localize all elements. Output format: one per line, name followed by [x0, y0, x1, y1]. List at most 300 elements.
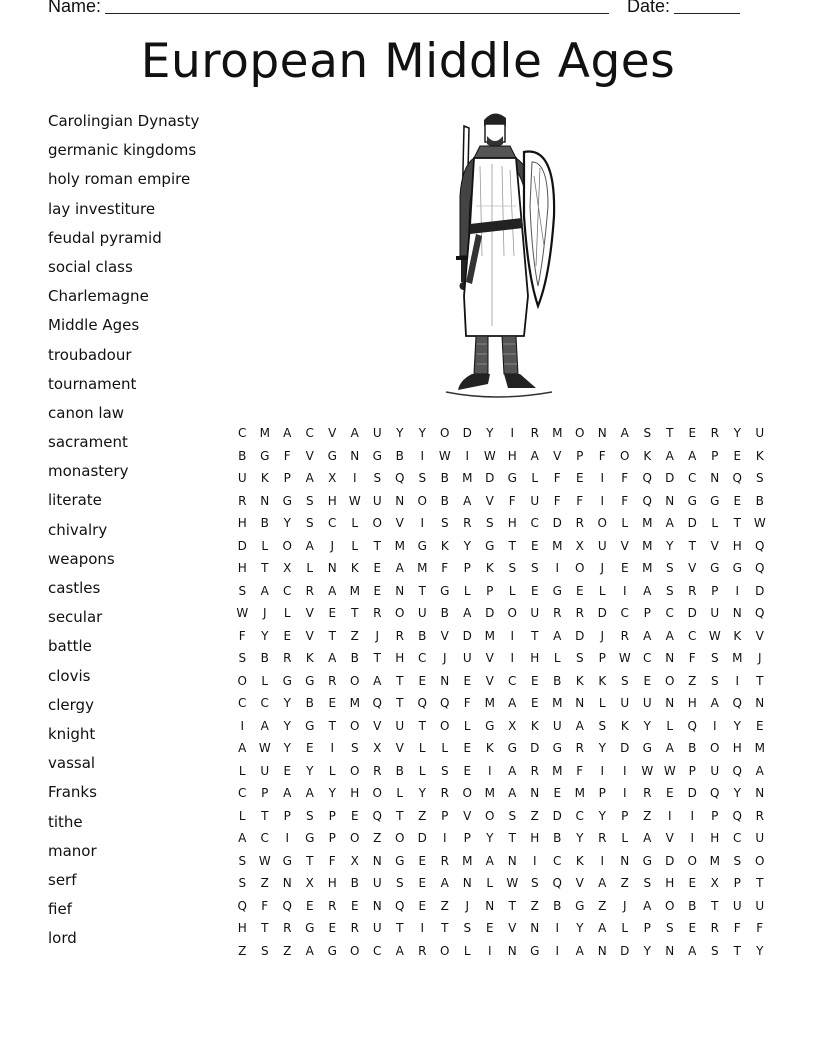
grid-letter[interactable]: R	[373, 763, 382, 778]
grid-letter[interactable]: A	[508, 696, 517, 711]
grid-letter[interactable]: T	[351, 606, 359, 621]
grid-letter[interactable]: E	[418, 876, 427, 891]
grid-letter[interactable]: I	[600, 853, 605, 868]
grid-letter[interactable]: H	[710, 831, 720, 846]
grid-letter[interactable]: N	[597, 426, 607, 441]
grid-letter[interactable]: P	[711, 448, 719, 463]
grid-letter[interactable]: L	[463, 583, 471, 598]
grid-letter[interactable]: P	[598, 651, 606, 666]
grid-letter[interactable]: C	[373, 943, 382, 958]
grid-letter[interactable]: X	[328, 471, 337, 486]
grid-letter[interactable]: V	[395, 516, 404, 531]
grid-letter[interactable]: L	[531, 471, 539, 486]
grid-letter[interactable]: A	[643, 898, 652, 913]
grid-letter[interactable]: G	[305, 831, 315, 846]
grid-letter[interactable]: R	[283, 921, 292, 936]
grid-letter[interactable]: H	[350, 786, 360, 801]
grid-letter[interactable]: Y	[283, 718, 291, 733]
grid-letter[interactable]: B	[238, 448, 247, 463]
grid-letter[interactable]: R	[710, 426, 719, 441]
grid-letter[interactable]: D	[687, 516, 697, 531]
grid-letter[interactable]: L	[418, 763, 426, 778]
grid-letter[interactable]: S	[733, 853, 742, 868]
grid-letter[interactable]: G	[282, 853, 292, 868]
grid-letter[interactable]: N	[372, 898, 382, 913]
grid-letter[interactable]: O	[462, 786, 472, 801]
grid-letter[interactable]: G	[417, 538, 427, 553]
grid-letter[interactable]: K	[575, 853, 584, 868]
grid-letter[interactable]: S	[643, 426, 652, 441]
grid-letter[interactable]: U	[552, 718, 562, 733]
grid-letter[interactable]: M	[484, 696, 495, 711]
grid-letter[interactable]: S	[238, 876, 247, 891]
grid-letter[interactable]: A	[553, 628, 562, 643]
grid-letter[interactable]: W	[753, 516, 766, 531]
grid-letter[interactable]: F	[553, 493, 561, 508]
grid-letter[interactable]: V	[440, 628, 449, 643]
grid-letter[interactable]: S	[440, 516, 449, 531]
grid-letter[interactable]: Y	[261, 628, 269, 643]
grid-letter[interactable]: M	[417, 561, 428, 576]
grid-letter[interactable]: S	[485, 516, 494, 531]
grid-letter[interactable]: P	[283, 471, 291, 486]
grid-letter[interactable]: Q	[710, 786, 720, 801]
grid-letter[interactable]: O	[395, 831, 405, 846]
grid-letter[interactable]: C	[238, 696, 247, 711]
grid-letter[interactable]: L	[261, 673, 269, 688]
grid-letter[interactable]: L	[306, 561, 314, 576]
grid-letter[interactable]: R	[530, 763, 539, 778]
grid-letter[interactable]: M	[484, 628, 495, 643]
grid-letter[interactable]: G	[710, 561, 720, 576]
grid-letter[interactable]: Q	[732, 808, 742, 823]
grid-letter[interactable]: T	[508, 538, 516, 553]
grid-letter[interactable]: S	[305, 516, 314, 531]
grid-letter[interactable]: A	[305, 786, 314, 801]
grid-letter[interactable]: I	[420, 516, 425, 531]
grid-letter[interactable]: W	[258, 741, 271, 756]
grid-letter[interactable]: C	[418, 651, 427, 666]
grid-letter[interactable]: E	[463, 763, 472, 778]
grid-letter[interactable]: A	[710, 696, 719, 711]
grid-letter[interactable]: O	[395, 606, 405, 621]
grid-letter[interactable]: E	[575, 583, 584, 598]
grid-letter[interactable]: O	[755, 853, 765, 868]
grid-letter[interactable]: E	[530, 538, 539, 553]
grid-letter[interactable]: B	[260, 516, 269, 531]
grid-letter[interactable]: K	[485, 561, 494, 576]
grid-letter[interactable]: G	[710, 493, 720, 508]
grid-letter[interactable]: V	[485, 673, 494, 688]
grid-letter[interactable]: C	[530, 516, 539, 531]
grid-letter[interactable]: T	[261, 561, 269, 576]
grid-letter[interactable]: G	[642, 741, 652, 756]
grid-letter[interactable]: F	[576, 493, 584, 508]
grid-letter[interactable]: Z	[418, 808, 427, 823]
grid-letter[interactable]: H	[530, 831, 540, 846]
grid-letter[interactable]: S	[665, 561, 674, 576]
grid-letter[interactable]: H	[530, 651, 540, 666]
grid-letter[interactable]: G	[507, 471, 517, 486]
grid-letter[interactable]: A	[373, 673, 382, 688]
grid-letter[interactable]: Y	[643, 718, 651, 733]
grid-letter[interactable]: P	[486, 583, 494, 598]
grid-letter[interactable]: C	[305, 426, 314, 441]
grid-letter[interactable]: A	[598, 876, 607, 891]
grid-letter[interactable]: T	[261, 808, 269, 823]
grid-letter[interactable]: L	[283, 606, 291, 621]
grid-letter[interactable]: U	[732, 898, 742, 913]
grid-letter[interactable]: U	[260, 763, 270, 778]
grid-letter[interactable]: T	[756, 673, 764, 688]
grid-letter[interactable]: L	[621, 831, 629, 846]
grid-letter[interactable]: U	[237, 471, 247, 486]
grid-letter[interactable]: D	[237, 538, 247, 553]
grid-letter[interactable]: E	[283, 628, 292, 643]
grid-letter[interactable]: I	[555, 561, 560, 576]
grid-letter[interactable]: D	[665, 853, 675, 868]
grid-letter[interactable]: Q	[755, 561, 765, 576]
grid-letter[interactable]: N	[710, 471, 720, 486]
grid-letter[interactable]: Y	[756, 943, 764, 958]
grid-letter[interactable]: T	[373, 538, 381, 553]
grid-letter[interactable]: R	[710, 921, 719, 936]
grid-letter[interactable]: V	[620, 538, 629, 553]
grid-letter[interactable]: S	[508, 808, 517, 823]
grid-letter[interactable]: E	[530, 583, 539, 598]
grid-letter[interactable]: Z	[238, 943, 247, 958]
grid-letter[interactable]: K	[575, 673, 584, 688]
grid-letter[interactable]: M	[574, 786, 585, 801]
grid-letter[interactable]: B	[755, 493, 764, 508]
grid-letter[interactable]: G	[282, 493, 292, 508]
grid-letter[interactable]: V	[688, 561, 697, 576]
grid-letter[interactable]: M	[642, 561, 653, 576]
grid-letter[interactable]: Q	[732, 763, 742, 778]
grid-letter[interactable]: R	[620, 628, 629, 643]
grid-letter[interactable]: Y	[486, 426, 494, 441]
grid-letter[interactable]: I	[622, 763, 627, 778]
grid-letter[interactable]: Y	[463, 538, 471, 553]
grid-letter[interactable]: O	[485, 808, 495, 823]
grid-letter[interactable]: J	[465, 898, 470, 913]
grid-letter[interactable]: M	[642, 538, 653, 553]
grid-letter[interactable]: O	[507, 606, 517, 621]
grid-letter[interactable]: I	[420, 921, 425, 936]
grid-letter[interactable]: O	[440, 718, 450, 733]
grid-letter[interactable]: G	[372, 448, 382, 463]
grid-letter[interactable]: Q	[552, 876, 562, 891]
grid-letter[interactable]: C	[508, 673, 517, 688]
grid-letter[interactable]: U	[597, 538, 607, 553]
grid-letter[interactable]: T	[733, 943, 741, 958]
grid-letter[interactable]: U	[372, 876, 382, 891]
grid-letter[interactable]: U	[642, 696, 652, 711]
grid-letter[interactable]: F	[621, 493, 629, 508]
grid-letter[interactable]: E	[463, 673, 472, 688]
grid-letter[interactable]: N	[530, 921, 540, 936]
grid-letter[interactable]: G	[282, 673, 292, 688]
grid-letter[interactable]: A	[463, 606, 472, 621]
grid-letter[interactable]: I	[510, 651, 515, 666]
grid-letter[interactable]: L	[598, 583, 606, 598]
grid-letter[interactable]: T	[396, 808, 404, 823]
grid-letter[interactable]: O	[350, 718, 360, 733]
grid-letter[interactable]: B	[395, 448, 404, 463]
grid-letter[interactable]: I	[487, 763, 492, 778]
grid-letter[interactable]: A	[395, 943, 404, 958]
grid-letter[interactable]: V	[305, 628, 314, 643]
grid-letter[interactable]: V	[395, 741, 404, 756]
grid-letter[interactable]: E	[733, 493, 742, 508]
grid-letter[interactable]: E	[350, 898, 359, 913]
grid-letter[interactable]: F	[508, 493, 516, 508]
grid-letter[interactable]: Q	[237, 898, 247, 913]
grid-letter[interactable]: K	[643, 448, 652, 463]
grid-letter[interactable]: N	[755, 696, 765, 711]
grid-letter[interactable]: V	[485, 651, 494, 666]
grid-letter[interactable]: P	[643, 921, 651, 936]
grid-letter[interactable]: K	[485, 741, 494, 756]
grid-letter[interactable]: S	[710, 943, 719, 958]
grid-letter[interactable]: B	[553, 898, 562, 913]
grid-letter[interactable]: G	[552, 583, 562, 598]
grid-letter[interactable]: N	[507, 943, 517, 958]
grid-letter[interactable]: G	[687, 493, 697, 508]
grid-letter[interactable]: G	[642, 853, 652, 868]
grid-letter[interactable]: L	[418, 741, 426, 756]
grid-letter[interactable]: N	[665, 943, 675, 958]
grid-letter[interactable]: E	[620, 561, 629, 576]
grid-letter[interactable]: S	[373, 471, 382, 486]
grid-letter[interactable]: U	[417, 606, 427, 621]
grid-letter[interactable]: L	[553, 651, 561, 666]
grid-letter[interactable]: N	[260, 493, 270, 508]
grid-letter[interactable]: Y	[418, 786, 426, 801]
grid-letter[interactable]: I	[420, 448, 425, 463]
grid-letter[interactable]: Z	[373, 831, 382, 846]
grid-letter[interactable]: T	[441, 921, 449, 936]
grid-letter[interactable]: M	[349, 583, 360, 598]
grid-letter[interactable]: P	[463, 831, 471, 846]
grid-letter[interactable]: F	[576, 763, 584, 778]
grid-letter[interactable]: O	[575, 561, 585, 576]
grid-letter[interactable]: C	[238, 786, 247, 801]
grid-letter[interactable]: R	[755, 808, 764, 823]
grid-letter[interactable]: M	[552, 696, 563, 711]
grid-letter[interactable]: G	[305, 673, 315, 688]
grid-letter[interactable]: F	[261, 898, 269, 913]
grid-letter[interactable]: N	[530, 786, 540, 801]
grid-letter[interactable]: Q	[755, 606, 765, 621]
grid-letter[interactable]: I	[352, 471, 357, 486]
grid-letter[interactable]: P	[711, 583, 719, 598]
grid-letter[interactable]: N	[395, 583, 405, 598]
grid-letter[interactable]: G	[327, 448, 337, 463]
grid-letter[interactable]: B	[395, 763, 404, 778]
grid-letter[interactable]: O	[237, 673, 247, 688]
grid-letter[interactable]: E	[463, 741, 472, 756]
grid-letter[interactable]: T	[688, 538, 696, 553]
grid-letter[interactable]: Z	[620, 876, 629, 891]
grid-letter[interactable]: Q	[642, 471, 652, 486]
grid-letter[interactable]: I	[600, 763, 605, 778]
grid-letter[interactable]: D	[552, 516, 562, 531]
grid-letter[interactable]: A	[643, 583, 652, 598]
grid-letter[interactable]: R	[238, 493, 247, 508]
grid-letter[interactable]: M	[552, 763, 563, 778]
grid-letter[interactable]: S	[238, 651, 247, 666]
grid-letter[interactable]: N	[620, 853, 630, 868]
grid-letter[interactable]: T	[756, 876, 764, 891]
grid-letter[interactable]: H	[237, 921, 247, 936]
grid-letter[interactable]: I	[555, 921, 560, 936]
grid-letter[interactable]: U	[372, 921, 382, 936]
grid-letter[interactable]: W	[708, 628, 721, 643]
grid-letter[interactable]: Z	[643, 808, 652, 823]
grid-letter[interactable]: V	[755, 628, 764, 643]
grid-letter[interactable]: O	[282, 538, 292, 553]
grid-letter[interactable]: A	[328, 651, 337, 666]
grid-letter[interactable]: K	[350, 561, 359, 576]
grid-letter[interactable]: G	[305, 921, 315, 936]
grid-letter[interactable]: G	[530, 943, 540, 958]
grid-letter[interactable]: T	[711, 898, 719, 913]
grid-letter[interactable]: Z	[598, 898, 607, 913]
grid-letter[interactable]: F	[328, 853, 336, 868]
grid-letter[interactable]: Y	[733, 718, 741, 733]
grid-letter[interactable]: W	[348, 493, 361, 508]
grid-letter[interactable]: K	[755, 448, 764, 463]
grid-letter[interactable]: D	[687, 786, 697, 801]
grid-letter[interactable]: K	[598, 673, 607, 688]
grid-letter[interactable]: E	[373, 561, 382, 576]
grid-letter[interactable]: I	[487, 943, 492, 958]
grid-letter[interactable]: P	[621, 808, 629, 823]
grid-letter[interactable]: G	[260, 448, 270, 463]
grid-letter[interactable]: L	[621, 921, 629, 936]
grid-letter[interactable]: O	[440, 426, 450, 441]
grid-letter[interactable]: U	[710, 606, 720, 621]
grid-letter[interactable]: Y	[576, 921, 584, 936]
grid-letter[interactable]: C	[575, 808, 584, 823]
grid-letter[interactable]: K	[733, 628, 742, 643]
grid-letter[interactable]: P	[328, 831, 336, 846]
grid-letter[interactable]: H	[732, 538, 742, 553]
grid-letter[interactable]: S	[755, 471, 764, 486]
grid-letter[interactable]: S	[643, 876, 652, 891]
grid-letter[interactable]: O	[372, 516, 382, 531]
grid-letter[interactable]: L	[351, 516, 359, 531]
grid-letter[interactable]: A	[688, 943, 697, 958]
grid-letter[interactable]: G	[305, 718, 315, 733]
grid-letter[interactable]: B	[305, 696, 314, 711]
grid-letter[interactable]: A	[575, 718, 584, 733]
grid-letter[interactable]: K	[260, 471, 269, 486]
grid-letter[interactable]: N	[485, 898, 495, 913]
grid-letter[interactable]: O	[350, 763, 360, 778]
grid-letter[interactable]: E	[665, 786, 674, 801]
grid-letter[interactable]: W	[618, 651, 631, 666]
grid-letter[interactable]: L	[238, 808, 246, 823]
grid-letter[interactable]: F	[553, 471, 561, 486]
grid-letter[interactable]: V	[485, 493, 494, 508]
grid-letter[interactable]: S	[440, 763, 449, 778]
grid-letter[interactable]: A	[485, 853, 494, 868]
grid-letter[interactable]: T	[418, 583, 426, 598]
grid-letter[interactable]: R	[575, 516, 584, 531]
grid-letter[interactable]: M	[754, 741, 765, 756]
grid-letter[interactable]: L	[621, 516, 629, 531]
grid-letter[interactable]: J	[600, 628, 605, 643]
date-field[interactable]	[674, 0, 740, 14]
grid-letter[interactable]: S	[305, 808, 314, 823]
grid-letter[interactable]: A	[665, 448, 674, 463]
grid-letter[interactable]: N	[395, 493, 405, 508]
grid-letter[interactable]: N	[665, 493, 675, 508]
grid-letter[interactable]: P	[643, 606, 651, 621]
grid-letter[interactable]: R	[350, 921, 359, 936]
grid-letter[interactable]: C	[688, 471, 697, 486]
grid-letter[interactable]: B	[440, 493, 449, 508]
grid-letter[interactable]: S	[350, 741, 359, 756]
grid-letter[interactable]: Y	[283, 516, 291, 531]
grid-letter[interactable]: V	[553, 448, 562, 463]
grid-letter[interactable]: C	[328, 516, 337, 531]
grid-letter[interactable]: D	[485, 606, 495, 621]
grid-letter[interactable]: E	[418, 898, 427, 913]
grid-letter[interactable]: B	[350, 651, 359, 666]
grid-letter[interactable]: Y	[733, 426, 741, 441]
grid-letter[interactable]: Z	[530, 808, 539, 823]
grid-letter[interactable]: I	[510, 628, 515, 643]
grid-letter[interactable]: F	[756, 921, 764, 936]
grid-letter[interactable]: E	[418, 673, 427, 688]
grid-letter[interactable]: S	[598, 718, 607, 733]
grid-letter[interactable]: P	[733, 876, 741, 891]
grid-letter[interactable]: Y	[598, 808, 606, 823]
grid-letter[interactable]: M	[552, 426, 563, 441]
grid-letter[interactable]: J	[757, 651, 762, 666]
grid-letter[interactable]: Y	[418, 426, 426, 441]
grid-letter[interactable]: Z	[440, 898, 449, 913]
grid-letter[interactable]: R	[530, 426, 539, 441]
grid-letter[interactable]: R	[283, 651, 292, 666]
grid-letter[interactable]: T	[328, 628, 336, 643]
grid-letter[interactable]: Q	[732, 471, 742, 486]
grid-letter[interactable]: T	[508, 898, 516, 913]
grid-letter[interactable]: N	[462, 876, 472, 891]
grid-letter[interactable]: H	[327, 493, 337, 508]
grid-letter[interactable]: C	[238, 426, 247, 441]
grid-letter[interactable]: A	[530, 448, 539, 463]
grid-letter[interactable]: N	[372, 853, 382, 868]
grid-letter[interactable]: O	[597, 516, 607, 531]
grid-letter[interactable]: T	[418, 718, 426, 733]
grid-letter[interactable]: F	[621, 471, 629, 486]
grid-letter[interactable]: I	[285, 831, 290, 846]
grid-letter[interactable]: N	[440, 673, 450, 688]
grid-letter[interactable]: N	[575, 696, 585, 711]
grid-letter[interactable]: E	[373, 583, 382, 598]
grid-letter[interactable]: X	[575, 538, 584, 553]
grid-letter[interactable]: R	[575, 606, 584, 621]
grid-letter[interactable]: T	[328, 718, 336, 733]
grid-letter[interactable]: P	[463, 561, 471, 576]
grid-letter[interactable]: M	[552, 538, 563, 553]
grid-letter[interactable]: M	[484, 786, 495, 801]
grid-letter[interactable]: Z	[260, 876, 269, 891]
